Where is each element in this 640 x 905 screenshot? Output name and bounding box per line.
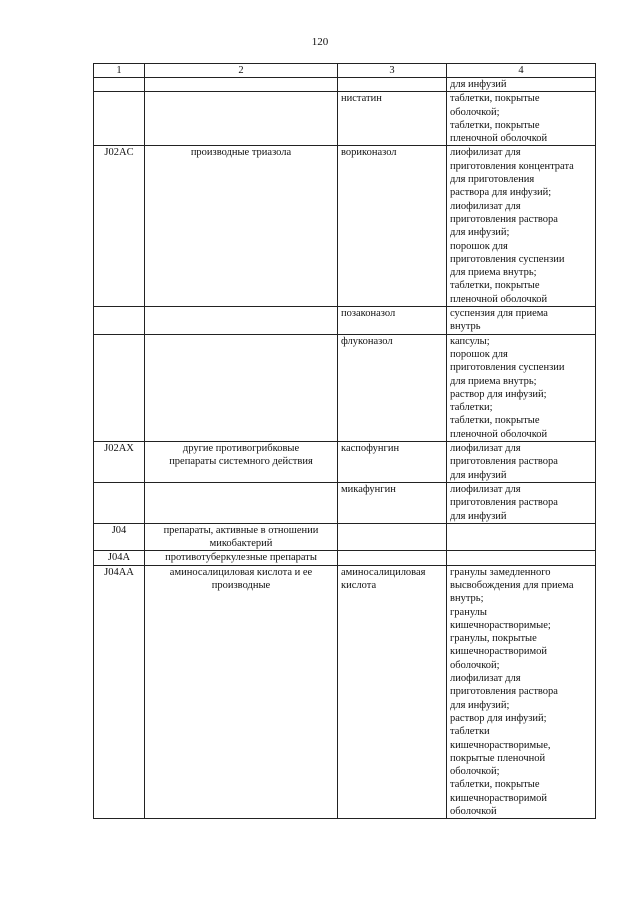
drug-cell	[338, 482, 447, 523]
header-col-4: 4	[447, 64, 596, 78]
dosage-form: оболочкой;	[450, 659, 500, 671]
dosage-form: порошок для	[450, 348, 508, 360]
group-cell	[145, 565, 338, 819]
dosage-form: приготовления раствора	[450, 213, 558, 225]
table-row	[94, 334, 596, 441]
drug-cell	[338, 442, 447, 483]
drug-name: аминосалициловая	[341, 566, 426, 578]
dosage-form: оболочкой	[450, 806, 497, 818]
atc-code-cell	[94, 565, 145, 819]
dosage-form: таблетки, покрытые	[450, 415, 540, 427]
drug-cell	[338, 92, 447, 146]
atc-code-cell	[94, 146, 145, 307]
dosage-form: раствор для инфузий;	[450, 388, 547, 400]
dosage-form: таблетки, покрытые	[450, 280, 540, 292]
table-header-row	[94, 64, 596, 78]
group-cell	[145, 523, 338, 551]
dosage-form: покрытые пленочной	[450, 752, 546, 764]
drug-cell	[338, 146, 447, 307]
dosage-form: таблетки;	[450, 402, 493, 414]
group-cell	[145, 334, 338, 441]
table-row	[94, 146, 596, 307]
drug-name: кислота	[341, 579, 377, 591]
atc-code-cell	[94, 482, 145, 523]
dosage-form: таблетки, покрытые	[450, 93, 540, 105]
atc-code-cell	[94, 334, 145, 441]
atc-code-cell	[94, 307, 145, 335]
group-cell	[145, 78, 338, 92]
atc-code-cell	[94, 551, 145, 565]
drug-name: нистатин	[341, 93, 382, 105]
drug-classification-table	[93, 63, 596, 819]
dosage-form: лиофилизат для	[450, 147, 521, 159]
group-cell	[145, 442, 338, 483]
dosage-form: для инфузий	[450, 469, 507, 481]
dosage-form: для инфузий	[450, 510, 507, 522]
dosage-form: приготовления суспензии	[450, 253, 565, 265]
dosage-form: гранулы	[450, 606, 487, 618]
dosage-form: приготовления раствора	[450, 686, 558, 698]
table-row	[94, 92, 596, 146]
table-row	[94, 482, 596, 523]
atc-code: J04	[111, 524, 127, 536]
dosage-form: приготовления раствора	[450, 497, 558, 509]
dosage-form: суспензия для приема	[450, 308, 548, 320]
forms-cell	[447, 146, 596, 307]
dosage-form: таблетки	[450, 726, 490, 738]
drug-cell	[338, 78, 447, 92]
dosage-form: кишечнорастворимые;	[450, 619, 551, 631]
group-cell	[145, 146, 338, 307]
drug-cell	[338, 307, 447, 335]
dosage-form: кишечнорастворимой	[450, 792, 548, 804]
dosage-form: пленочной оболочкой	[450, 428, 548, 440]
group-text: другие противогрибковые	[182, 443, 300, 455]
dosage-form: капсулы;	[450, 335, 490, 347]
atc-code-cell	[94, 523, 145, 551]
dosage-form: оболочкой;	[450, 766, 500, 778]
dosage-form: таблетки, покрытые	[450, 779, 540, 791]
header-col-1: 1	[94, 64, 145, 78]
forms-cell	[447, 442, 596, 483]
forms-cell	[447, 551, 596, 565]
forms-cell	[447, 523, 596, 551]
forms-cell	[447, 565, 596, 819]
atc-code: J04AA	[104, 566, 134, 578]
group-text: препараты, активные в отношении	[163, 524, 319, 536]
forms-cell	[447, 482, 596, 523]
drug-cell	[338, 334, 447, 441]
dosage-form: для инфузий	[450, 79, 507, 90]
group-text: противотуберкулезные препараты	[165, 552, 317, 564]
table-row	[94, 565, 596, 819]
group-text: производные	[211, 579, 271, 591]
dosage-form: кишечнорастворимые,	[450, 739, 551, 751]
group-cell	[145, 482, 338, 523]
table-row	[94, 78, 596, 92]
group-cell	[145, 92, 338, 146]
group-text: производные триазола	[190, 147, 292, 159]
group-text: аминосалициловая кислота и ее	[169, 566, 313, 578]
group-cell	[145, 307, 338, 335]
drug-cell	[338, 565, 447, 819]
drug-name: позаконазол	[341, 308, 396, 320]
dosage-form: таблетки, покрытые	[450, 119, 540, 131]
atc-code-cell	[94, 92, 145, 146]
drug-name: микафунгин	[341, 483, 396, 495]
dosage-form: для приготовления	[450, 174, 535, 186]
dosage-form: лиофилизат для	[450, 200, 521, 212]
dosage-form: приготовления раствора	[450, 456, 558, 468]
dosage-form: пленочной оболочкой	[450, 293, 548, 305]
dosage-form: гранулы, покрытые	[450, 633, 537, 645]
group-text: препараты системного действия	[169, 456, 313, 468]
page-number: 120	[311, 36, 329, 48]
dosage-form: приготовления концентрата	[450, 160, 574, 172]
dosage-form: лиофилизат для	[450, 673, 521, 685]
drug-name: каспофунгин	[341, 443, 400, 455]
forms-cell	[447, 307, 596, 335]
header-col-2: 2	[145, 64, 338, 78]
table-row	[94, 442, 596, 483]
drug-name: флуконазол	[341, 335, 393, 347]
dosage-form: для инфузий;	[450, 699, 510, 711]
dosage-form: внутрь;	[450, 593, 484, 605]
atc-code: J02AX	[104, 443, 134, 455]
drug-cell	[338, 523, 447, 551]
dosage-form: раствор для инфузий;	[450, 712, 547, 724]
table-row	[94, 307, 596, 335]
header-col-3: 3	[338, 64, 447, 78]
dosage-form: гранулы замедленного	[450, 566, 551, 578]
table-row	[94, 523, 596, 551]
group-text: микобактерий	[209, 538, 273, 550]
dosage-form: лиофилизат для	[450, 443, 521, 455]
dosage-form: пленочной оболочкой	[450, 133, 548, 145]
dosage-form: внутрь	[450, 321, 481, 333]
drug-name: вориконазол	[341, 147, 397, 159]
forms-cell	[447, 334, 596, 441]
dosage-form: кишечнорастворимой	[450, 646, 548, 658]
dosage-form: для приема внутрь;	[450, 267, 537, 279]
table-row	[94, 551, 596, 565]
dosage-form: порошок для	[450, 240, 508, 252]
dosage-form: для инфузий;	[450, 227, 510, 239]
dosage-form: раствора для инфузий;	[450, 187, 552, 199]
forms-cell	[447, 78, 596, 92]
dosage-form: лиофилизат для	[450, 483, 521, 495]
atc-code-cell	[94, 442, 145, 483]
dosage-form: для приема внутрь;	[450, 375, 537, 387]
forms-cell	[447, 92, 596, 146]
atc-code-cell	[94, 78, 145, 92]
drug-cell	[338, 551, 447, 565]
dosage-form: высвобождения для приема	[450, 579, 574, 591]
atc-code: J02AC	[104, 147, 134, 159]
group-cell	[145, 551, 338, 565]
dosage-form: приготовления суспензии	[450, 362, 565, 374]
dosage-form: оболочкой;	[450, 106, 500, 118]
atc-code: J04A	[107, 552, 131, 564]
